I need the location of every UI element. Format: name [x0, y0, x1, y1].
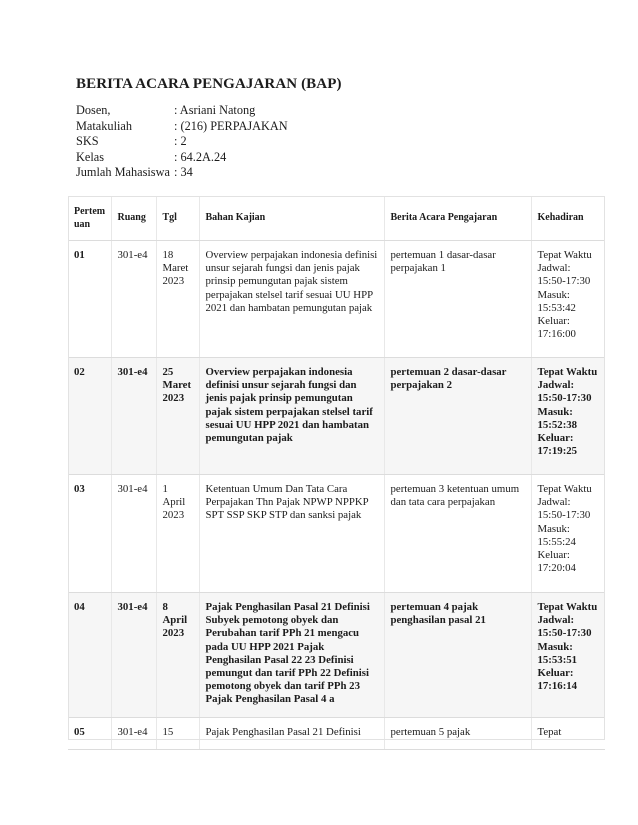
- header-ruang: Ruang: [111, 196, 156, 241]
- cell-bahan-kajian: Pajak Penghasilan Pasal 21 Definisi: [199, 717, 384, 749]
- meta-value: : (216) PERPAJAKAN: [174, 118, 288, 133]
- header-tgl: Tgl: [156, 196, 199, 241]
- meta-label: Kelas: [76, 149, 104, 164]
- table-row: [68, 475, 605, 593]
- meta-row-dosen: [76, 103, 288, 119]
- table-row: [68, 593, 605, 718]
- meta-label: Jumlah Mahasiswa: [76, 165, 170, 179]
- cell-pertemuan: 01: [68, 241, 111, 358]
- meta-row-sks: [76, 134, 288, 150]
- cell-tgl: 8 April 2023: [156, 593, 199, 718]
- meta-value: : 2: [174, 134, 187, 148]
- cell-bahan-kajian: Pajak Penghasilan Pasal 21 Definisi Subyek pemotong obyek dan Perubahan tarif PPh 21 mengacu pada UU HPP 2021 Pajak Penghasilan Pasal 22 23 Definisi pemungut dan tarif PPh 22 Definisi pemotong obyek dan tarif PPh 23 Pajak Penghasilan Pasal 4 a: [199, 593, 384, 718]
- cell-tgl: 18 Maret 2023: [156, 241, 199, 358]
- header-kehadiran: Kehadiran: [531, 196, 605, 241]
- cell-tgl: 1 April 2023: [156, 475, 199, 593]
- cell-ruang: 301-e4: [111, 475, 156, 593]
- cell-berita-acara: pertemuan 4 pajak penghasilan pasal 21: [384, 593, 531, 718]
- table-row: [68, 358, 605, 475]
- cell-pertemuan: 02: [68, 358, 111, 475]
- header-berita-acara: Berita Acara Pengajaran: [384, 196, 531, 241]
- meta-label: SKS: [76, 134, 99, 148]
- cell-tgl: 15: [156, 717, 199, 749]
- meta-value: : 34: [174, 165, 193, 179]
- header-pertemuan: Pertem uan: [68, 196, 111, 241]
- meta-value: : 64.2A.24: [174, 149, 227, 164]
- cell-tgl: 25 Maret 2023: [156, 358, 199, 475]
- cell-kehadiran: Tepat: [531, 717, 605, 749]
- cell-bahan-kajian: Ketentuan Umum Dan Tata Cara Perpajakan Thn Pajak NPWP NPPKP SPT SSP SKP STP dan sanksi pajak: [199, 475, 384, 593]
- table-row: [68, 717, 605, 749]
- meta-row-matakuliah: [76, 119, 288, 135]
- bap-table: [68, 196, 605, 750]
- cell-ruang: 301-e4: [111, 717, 156, 749]
- cell-berita-acara: pertemuan 1 dasar-dasar perpajakan 1: [384, 241, 531, 358]
- table-row: [68, 241, 605, 358]
- header-bahan-kajian: Bahan Kajian: [199, 196, 384, 241]
- document-title: BERITA ACARA PENGAJARAN (BAP): [76, 76, 342, 92]
- cell-berita-acara: pertemuan 5 pajak: [384, 717, 531, 749]
- cell-bahan-kajian: Overview perpajakan indonesia definisi unsur sejarah fungsi dan jenis pajak prinsip pemungutan pajak sistem perpajakan stelsel tarif sesuai UU HPP 2021 dan hambatan pemungutan pajak: [199, 358, 384, 475]
- cell-kehadiran: Tepat Waktu Jadwal: 15:50-17:30 Masuk: 15:52:38 Keluar: 17:19:25: [531, 358, 605, 475]
- cell-ruang: 301-e4: [111, 358, 156, 475]
- cell-berita-acara: pertemuan 3 ketentuan umum dan tata cara perpajakan: [384, 475, 531, 593]
- cell-kehadiran: Tepat Waktu Jadwal: 15:50-17:30 Masuk: 15:53:51 Keluar: 17:16:14: [531, 593, 605, 718]
- table-header-row: [68, 196, 605, 241]
- cell-ruang: 301-e4: [111, 593, 156, 718]
- cell-kehadiran: Tepat Waktu Jadwal: 15:50-17:30 Masuk: 15:55:24 Keluar: 17:20:04: [531, 475, 605, 593]
- cell-kehadiran: Tepat Waktu Jadwal: 15:50-17:30 Masuk: 15:53:42 Keluar: 17:16:00: [531, 241, 605, 358]
- meta-label: Matakuliah: [76, 118, 133, 133]
- meta-row-kelas: [76, 150, 288, 166]
- cell-pertemuan: 04: [68, 593, 111, 718]
- meta-value: : Asriani Natong: [174, 103, 256, 117]
- cell-bahan-kajian: Overview perpajakan indonesia definisi unsur sejarah fungsi dan jenis pajak prinsip pemungutan pajak sistem perpajakan stelsel tarif sesuai UU HPP 2021 dan hambatan pemungutan pajak: [199, 241, 384, 358]
- cell-ruang: 301-e4: [111, 241, 156, 358]
- cell-pertemuan: 03: [68, 475, 111, 593]
- cell-pertemuan: 05: [68, 717, 111, 749]
- course-info: [76, 103, 288, 181]
- meta-row-jumlah-mahasiswa: [76, 165, 288, 181]
- cell-berita-acara: pertemuan 2 dasar-dasar perpajakan 2: [384, 358, 531, 475]
- meta-label: Dosen,: [76, 103, 111, 117]
